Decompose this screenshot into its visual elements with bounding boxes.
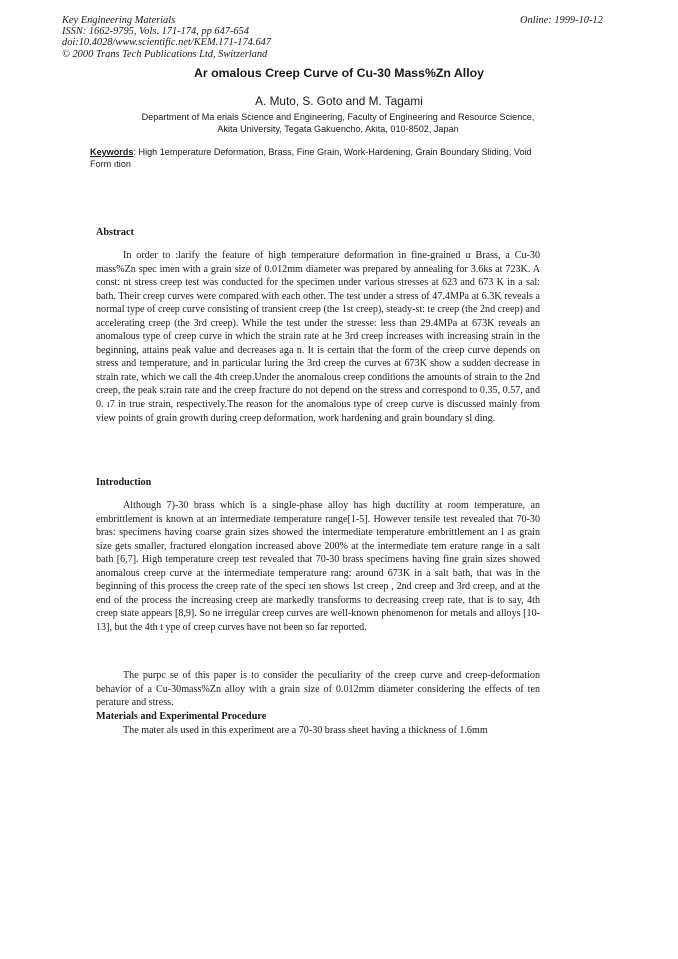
affiliation [88, 111, 588, 135]
journal-header [62, 15, 392, 60]
materials-heading: Materials and Experimental Procedure [96, 711, 267, 722]
affiliation-line-2: Akita University, Tegata Gakuencho, Akita, 010-8502, Japan [217, 124, 459, 134]
abstract-paragraph: In order to :larify the feature of high temperature deformation in fine-grained α Brass, a Cu-30 mass%Zn spec imen with a grain size of 0.012mm diameter was prepared by annealing for 3.6ks at 723K. A const: nt stress creep test was conducted for the specimen under various stresses at 623 and 673 K in a sal: bath. Their creep curves were compared with each other. The test under a stress of 47.4MPa at 6.3K reveals a normal type of creep curve consisting of transient creep (the 1st creep), steady-st: te creep (the 2nd creep) and accelerating creep (the 3rd creep). While the test under the stresse: less than 29.4MPa at 673K reveals an anomalous type of creep curve in which the strain rate at he 3rd creep increases with increasing strain in the beginning, attains peak value and decreases aga n. It is certain that the form of the creep curve depends on stress and temperature, and in particular luring the 3rd creep the curves at 673K show a sudden decrease in strain rate, which we call the 4th creep.Under the anomalous creep conditions the amounts of strain to the 2nd creep, the peak s:rain rate and the creep fracture do not depend on the stress and correspond to 0.35, 0.57, and 0. ı7 in true strain, respectively.The reason for the anomalous type of creep curve is discussed mainly from view points of grain growth during creep deformation, work hardening and grain boundary sl ding. [96, 250, 540, 424]
keywords-label: Keywords [90, 147, 134, 157]
copyright-line: © 2000 Trans Tech Publications Ltd, Switzerland [62, 48, 268, 60]
journal-name: Key Engineering Materials [62, 15, 176, 26]
paper-title: Ar omalous Creep Curve of Cu-30 Mass%Zn Alloy [194, 66, 484, 80]
introduction-paragraph-2: The purpc se of this paper is to consider the peculiarity of the creep curve and creep-deformation behavior of a Cu-30mass%Zn alloy with a grain size of 0.012mm diameter considering the effects of ten perature and stress. [96, 670, 540, 709]
affiliation-line-1: Department of Ma erials Science and Engineering, Faculty of Engineering and Resource Science, [141, 112, 535, 122]
materials-paragraph-1: The mater als used in this experiment are a 70-30 brass sheet having a thickness of 1.6mm [123, 725, 488, 736]
introduction-paragraph-1: Although 7)-30 brass which is a single-phase alloy has high ductility at room temperature, an embrittlement is known at an intermediate temperature range[1-5]. However tensile test revealed that 70-30 bras: specimens having coarse grain sizes showed the intermediate temperature embrittlement an l as grain size gets smaller, fractured elongation increased above 200% at the intermediate tem erature range in a salt bath [6,7]. High temperature creep test revealed that 70-30 brass specimens having fine grain sizes showed anomalous creep curve at the intermediate temperature rang: around 673K in a salt bath, that was in the beginning of this process the creep rate of the speci ıen shows 1st creep , 2nd creep and 3rd creep, and at the end of the process the increasing creep ate markedly transforms to decreasing creep rate, that is to say, 4th creep state appears [8,9]. So ne irregular creep curves are well-known phenomenon for metals and alloys [10-13], but the 4th t ype of creep curves have not been so far reported. [96, 500, 540, 633]
keywords [90, 146, 550, 171]
introduction-heading: Introduction [96, 477, 152, 488]
doi-line: doi:10.4028/www.scientific.net/KEM.171-174.647 [62, 37, 272, 49]
abstract-heading: Abstract [96, 227, 134, 238]
issn-line: ISSN: 1662-9795, Vols. 171-174, pp 647-654 [62, 26, 250, 38]
online-date: Online: 1999-10-12 [520, 15, 603, 26]
keywords-text: : High 1emperature Deformation, Brass, Fine Grain, Work-Hardening, Grain Boundary Sliding, Void Form ıtion [90, 147, 532, 170]
paper-authors: A. Muto, S. Goto and M. Tagami [255, 94, 423, 108]
